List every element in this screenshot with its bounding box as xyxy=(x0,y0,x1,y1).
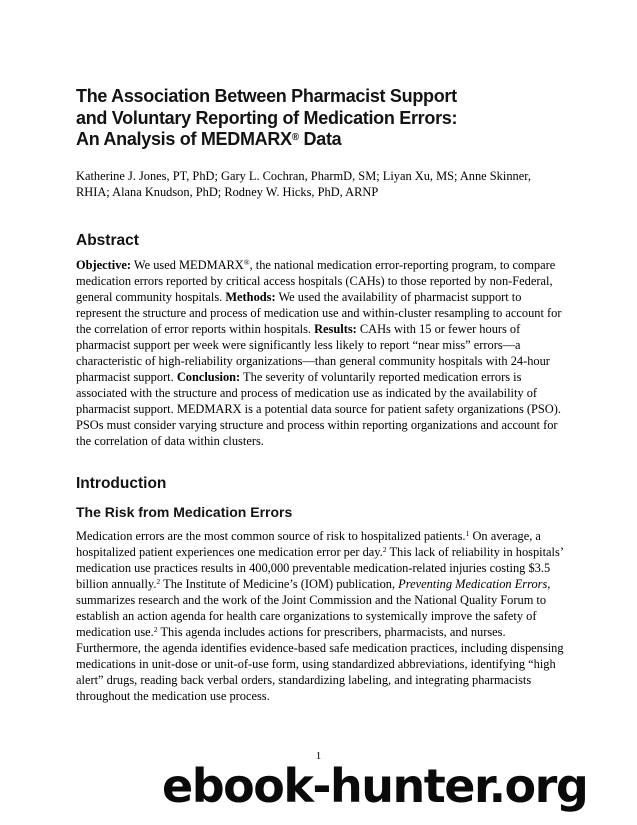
paper-authors: Katherine J. Jones, PT, PhD; Gary L. Cochran, PharmD, SM; Liyan Xu, MS; Anne Skinner, RHIA; Alana Knudson, PhD; Rodney W. Hicks, PhD, ARNP xyxy=(76,168,531,199)
page-number: 1 xyxy=(315,750,322,762)
introduction-subheading: The Risk from Medication Errors xyxy=(76,503,293,520)
abstract-heading: Abstract xyxy=(76,231,139,249)
introduction-heading: Introduction xyxy=(76,474,167,492)
page-content xyxy=(76,0,565,704)
introduction-text: Medication errors are the most common source of risk to hospitalized patients.$^1$ On average, a hospitalized patient experiences one medication error per day.$^2$ This lack of reliability in hospitals’ medication use practices results in 400,000 preventable medication-related injuries costing $3.5 billion annually.$^2$ The Institute of Medicine’s (IOM) publication, Preventing Medication Errors, summarizes research and the work of the Joint Commission and the National Quality Forum to establish an action agenda for health care organizations to systemically improve the safety of medication use.$^2$ This agenda includes actions for prescribers, pharmacists, and nurses. Furthermore, the agenda identifies evidence-based safe medication practices, including dispensing medications in unit-dose or unit-of-use form, using standardized abbreviations, identifying “high alert” drugs, reading back verbal orders, standardizing labeling, and integrating pharmacists throughout the medication use process. xyxy=(76,528,564,703)
abstract-text: Objective: We used MEDMARX®, the national medication error-reporting program, to compare medication errors reported by critical access hospitals (CAHs) to those reported by non-Federal, general community hospitals. Methods: We used the availability of pharmacist support to represent the structure and process of medication use and within-cluster resampling to account for the correlation of error reports within hospitals. Results: CAHs with 15 or fewer hours of pharmacist support per week were significantly less likely to report “near miss” errors—a characteristic of high-reliability organizations—than general community hospitals with 24-hour pharmacist support. Conclusion: The severity of voluntarily reported medication errors is associated with the structure and process of medication use as indicated by the availability of pharmacist support. MEDMARX is a potential data source for patient safety organizations (PSO). PSOs must consider varying structure and process within reporting organizations and account for the correlation of data within clusters. xyxy=(76,257,562,448)
paper-title: The Association Between Pharmacist Support and Voluntary Reporting of Medication Errors: An Analysis of MEDMARX® Data xyxy=(76,86,458,149)
watermark-text: ebook-hunter.org xyxy=(162,759,588,813)
